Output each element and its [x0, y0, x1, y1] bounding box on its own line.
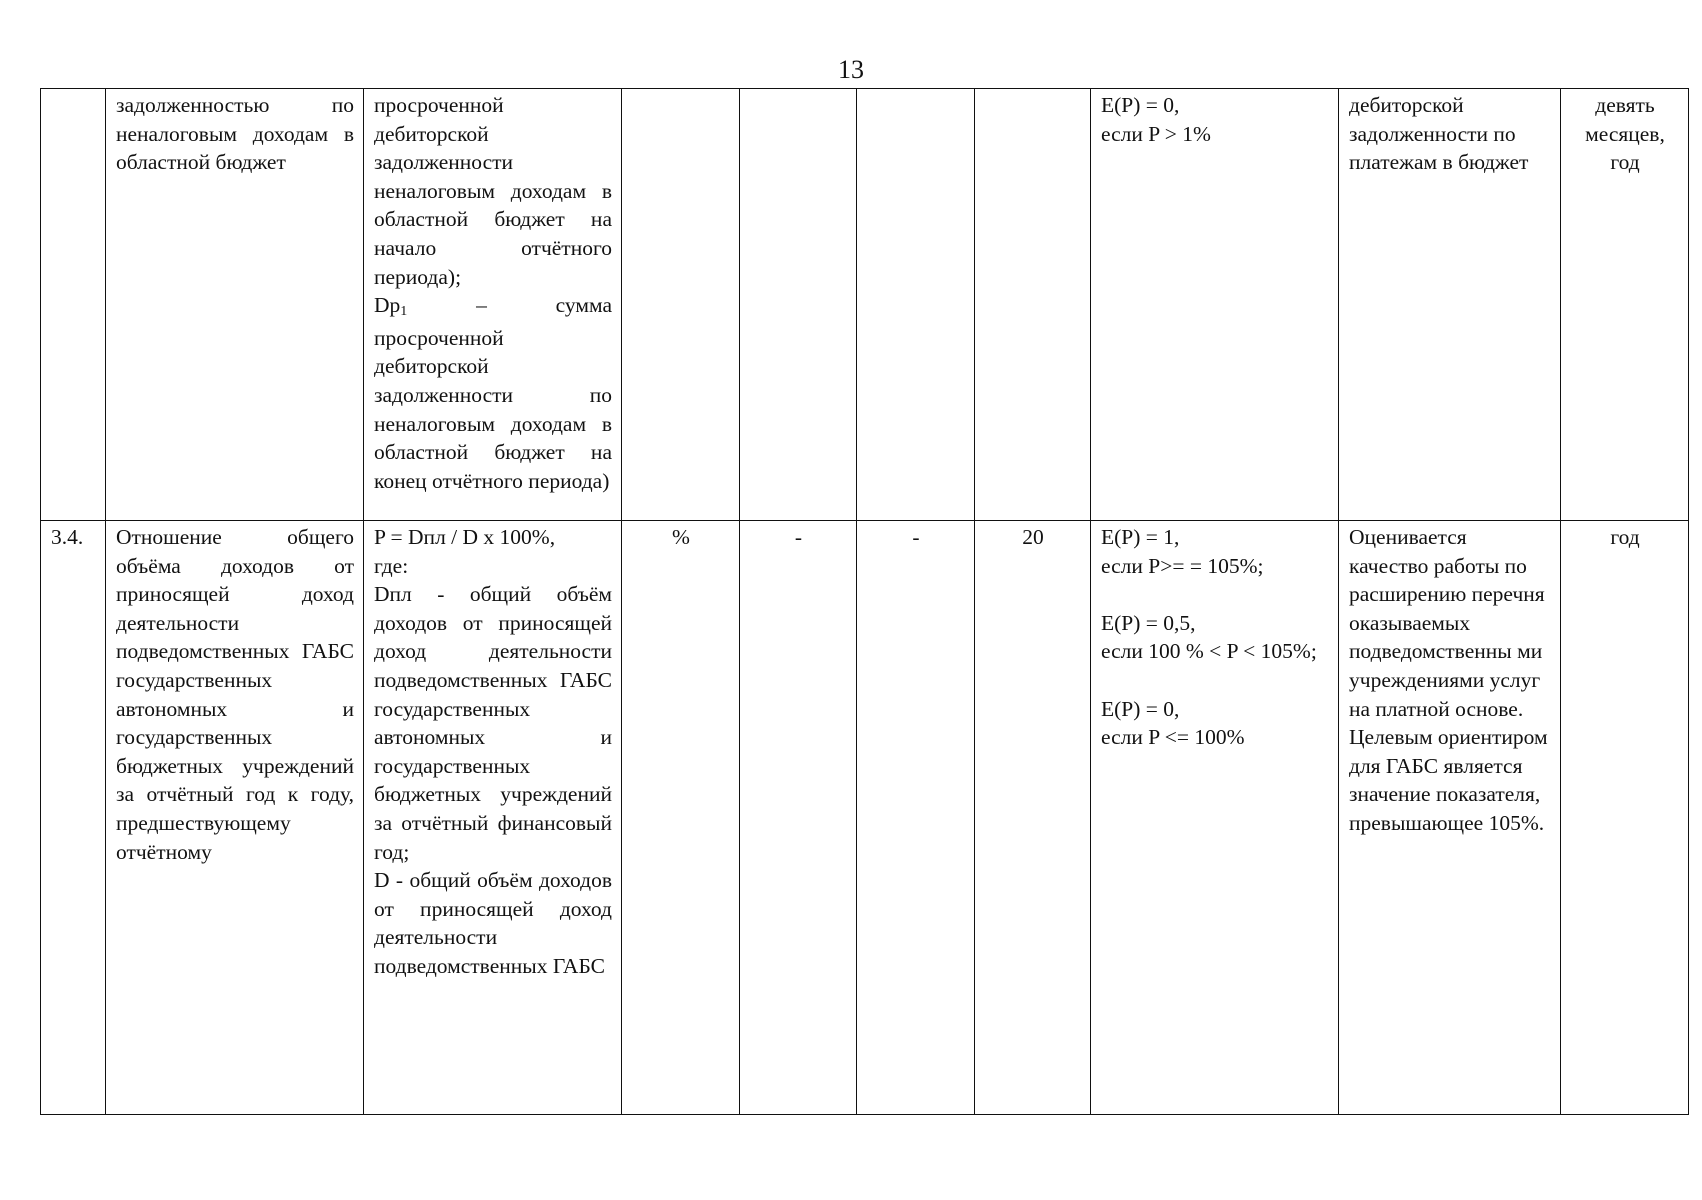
- period-cell: год: [1561, 521, 1689, 1115]
- comment-cell: дебиторской задолженности по платежам в бюджет: [1339, 89, 1561, 521]
- evaluation-cell: E(P) = 1, если P>= = 105%; E(P) = 0,5, если 100 % < P < 105%; E(P) = 0, если P <= 100%: [1091, 521, 1339, 1115]
- formula-cell: [364, 89, 622, 521]
- row-number-cell: 3.4.: [41, 521, 106, 1115]
- table-row: [41, 89, 1689, 521]
- formula-cell: P = Dпл / D x 100%, где: Dпл - общий объём доходов от приносящей доход деятельности подведомственных ГАБС государственных автономных и государственных бюджетных учреждений за отчётный финансовый год; D - общий объём доходов от приносящей доход деятельности подведомственных ГАБС: [364, 521, 622, 1115]
- comment-cell: Оценивается качество работы по расширению перечня оказываемых подведомственны ми учреждениями услуг на платной основе. Целевым ориентиром для ГАБС является значение показателя, превышающее 105%.: [1339, 521, 1561, 1115]
- period-cell: девять месяцев, год: [1561, 89, 1689, 521]
- value-cell: -: [857, 521, 975, 1115]
- value-cell: [740, 89, 857, 521]
- unit-cell: %: [622, 521, 740, 1115]
- formula-symbol: Dp: [374, 293, 401, 318]
- evaluation-cell: E(P) = 0, если P > 1%: [1091, 89, 1339, 521]
- value-cell: [857, 89, 975, 521]
- unit-cell: [622, 89, 740, 521]
- row-number-cell: [41, 89, 106, 521]
- formula-subscript: 1: [400, 304, 408, 320]
- weight-cell: 20: [975, 521, 1091, 1115]
- formula-text: – сумма просроченной дебиторской задолженности по неналоговым доходам в областной бюджет на конец отчётного периода): [374, 293, 612, 493]
- weight-cell: [975, 89, 1091, 521]
- indicator-name-cell: Отношение общего объёма доходов от приносящей доход деятельности подведомственных ГАБС государственных автономных и государственных бюджетных учреждений за отчётный год к году, предшествующему отчётному: [106, 521, 364, 1115]
- value-cell: -: [740, 521, 857, 1115]
- page-number: 13: [838, 55, 864, 84]
- criteria-table: [40, 88, 1689, 1115]
- table-row: [41, 521, 1689, 1115]
- indicator-name-cell: задолженностью по неналоговым доходам в областной бюджет: [106, 89, 364, 521]
- formula-text: просроченной дебиторской задолженности неналоговым доходам в областной бюджет на начало отчётного периода);: [374, 93, 612, 289]
